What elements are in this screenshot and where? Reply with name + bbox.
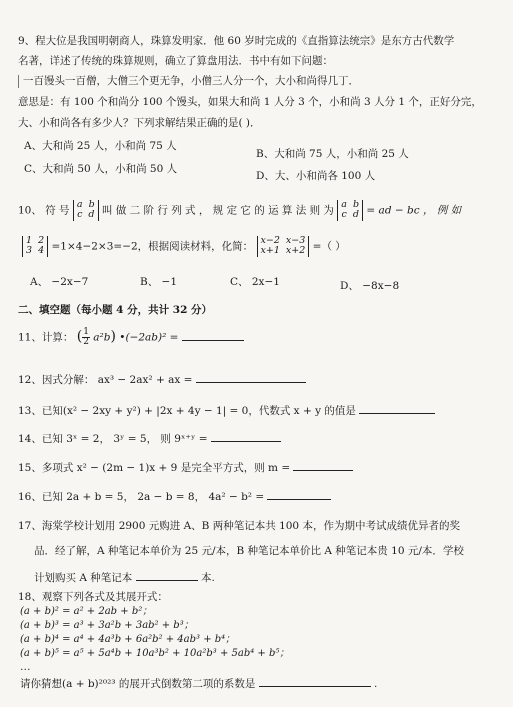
q11-prefix: 11、计算： <box>18 331 74 344</box>
q9-option-c: C、大和尚 50 人，小和尚 50 人 <box>24 163 178 175</box>
q13-text: 13、已知(x² − 2xy + y²) + |2x + 4y − 1| = 0，代数式 x + y 的值是 <box>18 405 356 417</box>
q10-line1 <box>18 200 461 221</box>
q9-option-a: A、大和尚 25 人，小和尚 75 人 <box>24 140 177 152</box>
q11-answer-blank[interactable] <box>182 330 244 341</box>
q10-example: =1×4−2×3=−2，根据阅读材料，化简： <box>51 240 254 253</box>
q14-text: 14、已知 3ˣ = 2， 3ʸ = 5， 则 9ˣ⁺ʸ = <box>18 433 208 445</box>
q16-text: 16、已知 2a + b = 5， 2a − b = 8， 4a² − b² = <box>18 491 265 503</box>
q13-line <box>18 403 435 418</box>
q10-option-c: C、 2x−1 <box>230 276 280 288</box>
q10-prefix: 10、 符 号 <box>18 204 70 217</box>
q9-line5: 大、小和尚各有多少人？下列求解结果正确的是( )． <box>18 117 261 129</box>
q17-line1: 17、海棠学校计划用 2900 元购进 A、B 两种笔记本共 100 本，作为期中考试成绩优异者的奖 <box>18 520 460 532</box>
q18-eq1: (a + b)² = a² + 2ab + b²； <box>20 606 153 617</box>
q9-line2: 名著，详述了传统的珠算规则，确立了算盘用法．书中有如下问题： <box>18 55 333 67</box>
q9-line1: 9、程大位是我国明朝商人，珠算发明家．他 60 岁时完成的《直指算法统宗》是东方古代数学 <box>18 35 455 47</box>
q15-answer-blank[interactable] <box>293 460 353 471</box>
determinant-example: 1 2 3 4 <box>22 236 48 257</box>
q9-poem: 一百馒头一百僧，大僧三个更无争，小僧三人分一个，大小和尚得几丁． <box>18 75 359 88</box>
q10-tail: =（ ） <box>312 240 346 253</box>
q18-end: . <box>374 678 378 690</box>
q10-rule-tail: = ad − bc ， 例 如 <box>366 204 462 217</box>
q9-option-b: B、大和尚 75 人，小和尚 25 人 <box>256 148 409 160</box>
q9-line4: 意思是：有 100 个和尚分 100 个馒头，如果大和尚 1 人分 3 个，小和尚 3 人分 1 个，正好分完， <box>18 96 482 108</box>
fraction-one-half: $\frac{1}{2}$ <box>83 327 89 347</box>
determinant-rule: a b c d <box>337 200 363 221</box>
q17-line3-text: 计划购买 A 种笔记本 <box>34 572 133 584</box>
q18-ask: 请你猜想(a + b)²⁰²³ 的展开式倒数第二项的系数是 <box>20 678 256 690</box>
q11-line: 11、计算： ( $\frac{1}{2}$ a²b) •(−2ab)² = <box>18 328 244 347</box>
q11-term: a²b <box>93 331 111 344</box>
q11-tail: •(−2ab)² = <box>119 331 179 344</box>
q15-text: 15、多项式 x² − (2m − 1)x + 9 是完全平方式，则 m = <box>18 462 291 474</box>
q18-eq4: (a + b)⁵ = a⁵ + 5a⁴b + 10a³b² + 10a²b³ + 5ab⁴ + b⁵； <box>20 648 290 659</box>
q10-line2 <box>22 236 346 257</box>
q14-answer-blank[interactable] <box>211 431 281 442</box>
q18-ask-line <box>20 676 377 691</box>
q15-line <box>18 460 353 475</box>
q17-line3 <box>34 570 215 585</box>
q10-option-a: A、 −2x−7 <box>30 276 89 288</box>
q9-option-d: D、大、小和尚各 100 人 <box>256 170 376 182</box>
q18-eq3: (a + b)⁴ = a⁴ + 4a³b + 6a²b² + 4ab³ + b⁴； <box>20 634 236 645</box>
q10-option-d: D、 −8x−8 <box>340 280 400 292</box>
q13-answer-blank[interactable] <box>359 403 435 414</box>
q18-eq2: (a + b)³ = a³ + 3a²b + 3ab² + b³； <box>20 620 194 631</box>
q12-line <box>18 372 306 387</box>
q16-answer-blank[interactable] <box>267 489 331 500</box>
q18-dots: … <box>20 661 31 673</box>
section-title: 二、填空题（每小题 4 分，共计 32 分） <box>18 304 213 316</box>
q17-line3-tail: 本. <box>200 572 215 584</box>
q18-title: 18、观察下列各式及其展开式： <box>18 591 168 603</box>
q16-line <box>18 489 331 504</box>
q18-answer-blank[interactable] <box>259 676 371 687</box>
q17-line2: 品．经了解，A 种笔记本单价为 25 元/本，B 种笔记本单价比 A 种笔记本贵 10 元/本．学校 <box>34 545 464 557</box>
q12-answer-blank[interactable] <box>196 372 306 383</box>
q10-mid: 叫 做 二 阶 行 列 式 ， 规 定 它 的 运 算 法 则 为 <box>102 204 334 217</box>
determinant-symbol: a b c d <box>73 200 99 221</box>
determinant-simplify: x−2 x−3 x+1 x+2 <box>257 236 310 257</box>
q10-option-b: B、 −1 <box>140 276 178 288</box>
q14-line <box>18 431 281 446</box>
q17-answer-blank[interactable] <box>136 570 198 581</box>
q12-text: 12、因式分解： ax³ − 2ax² + ax = <box>18 374 193 386</box>
